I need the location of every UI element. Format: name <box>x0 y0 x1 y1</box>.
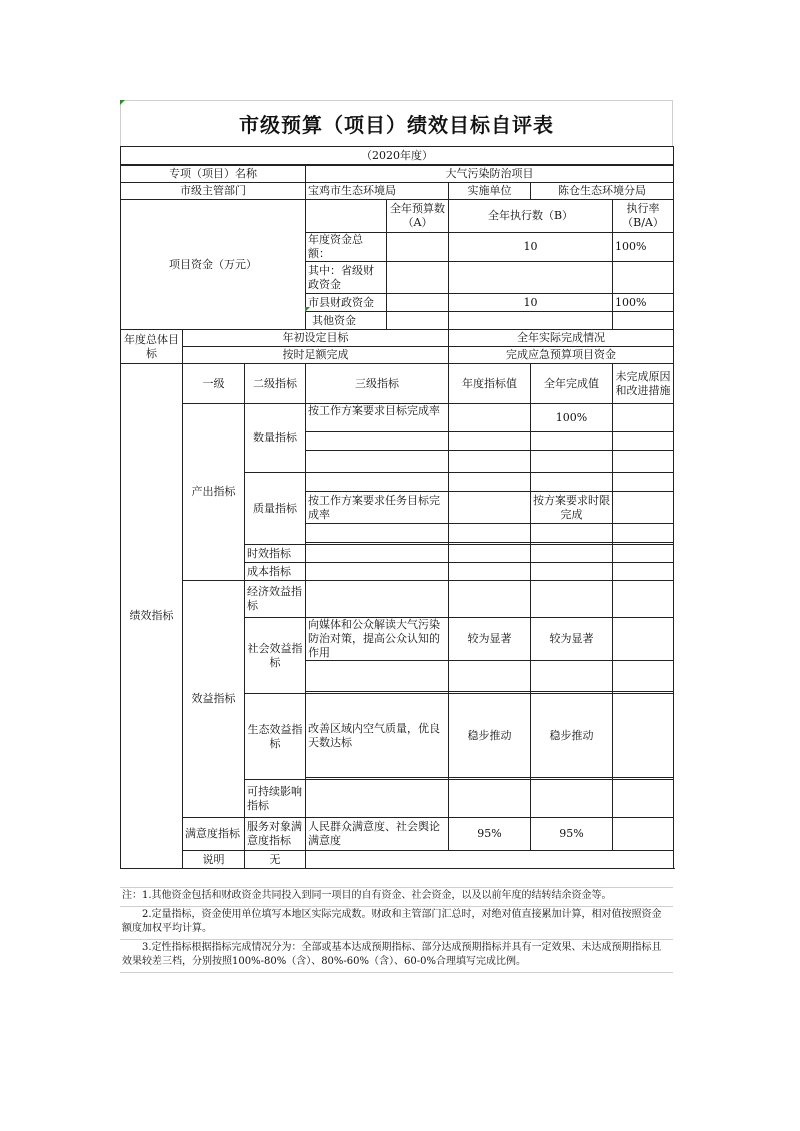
quality-indicator-label: 质量指标 <box>245 473 306 545</box>
funds-row-rate <box>613 312 674 330</box>
ecological-indicator-label: 生态效益指标 <box>245 694 306 780</box>
empty-cell <box>306 581 449 618</box>
social-indicator-label: 社会效益指标 <box>245 618 306 694</box>
header-target: 年度指标值 <box>449 364 531 404</box>
empty-cell <box>449 451 531 473</box>
quality-target <box>449 492 531 524</box>
note-3: 3.定性指标根据指标完成情况分为：全部或基本达成预期指标、部分达成预期指标并具有一定效果、未达成预期指标且效果较差三档，分别按照100%-80%（含）、80%-60%（含）、60-0%合理填写完成比例。 <box>120 940 673 973</box>
empty-cell <box>306 780 449 818</box>
empty-cell <box>449 473 531 492</box>
note-1: 注：1.其他资金包括和财政资金共同投入到同一项目的自有资金、社会资金，以及以前年度的结转结余资金等。 <box>120 888 673 907</box>
goal-planned-value: 按时足额完成 <box>183 347 449 364</box>
quality-reason <box>613 492 674 524</box>
empty-cell <box>306 432 449 451</box>
empty-cell <box>531 451 613 473</box>
page-title: 市级预算（项目）绩效目标自评表 <box>120 100 673 146</box>
service-reason <box>613 818 674 851</box>
empty-cell <box>613 581 674 618</box>
annual-goal-label: 年度总体目标 <box>121 330 183 364</box>
empty-cell <box>531 563 613 581</box>
empty-cell <box>613 524 674 543</box>
empty-cell <box>449 780 531 818</box>
empty-cell <box>449 524 531 543</box>
empty-cell <box>531 524 613 543</box>
funds-row-exec: 10 <box>449 294 613 312</box>
empty-cell <box>613 780 674 818</box>
empty-cell <box>613 545 674 563</box>
empty-cell <box>306 661 449 692</box>
quality-indicator-text: 按工作方案要求任务目标完成率 <box>306 492 449 524</box>
quantity-indicator-label: 数量指标 <box>245 404 306 473</box>
funds-row-budget <box>387 233 449 262</box>
social-reason <box>613 618 674 661</box>
empty-cell <box>306 524 449 543</box>
funds-row-exec <box>449 312 613 330</box>
empty-cell <box>306 545 449 563</box>
quantity-reason <box>613 404 674 432</box>
header-level1: 一级 <box>183 364 245 404</box>
quantity-done: 100% <box>531 404 613 432</box>
evaluation-table <box>120 165 674 869</box>
funds-row-exec: 10 <box>449 233 613 262</box>
department-label: 市级主管部门 <box>121 183 306 200</box>
year-label: （2020年度） <box>121 147 674 165</box>
funds-row-budget <box>387 294 449 312</box>
empty-cell <box>449 545 531 563</box>
empty-cell <box>531 545 613 563</box>
note-2: 2.定量指标，资金使用单位填写本地区实际完成数。财政和主管部门汇总时，对绝对值直接累加计算，相对值按照资金额度加权平均计算。 <box>120 907 673 940</box>
funds-header-blank <box>306 200 387 233</box>
evaluation-sheet <box>120 100 673 973</box>
service-satisfaction-label: 服务对象满意度指标 <box>245 818 306 851</box>
service-satisfaction-text: 人民群众满意度、社会舆论满意度 <box>306 818 449 851</box>
empty-cell <box>531 432 613 451</box>
funds-col-exec: 全年执行数（B） <box>449 200 613 233</box>
empty-cell <box>449 432 531 451</box>
goal-actual-header: 全年实际完成情况 <box>449 330 674 347</box>
empty-cell <box>449 581 531 618</box>
empty-cell <box>531 473 613 492</box>
empty-cell <box>449 661 531 692</box>
cost-indicator-label: 成本指标 <box>245 563 306 581</box>
service-done: 95% <box>531 818 613 851</box>
project-name-label: 专项（项目）名称 <box>121 166 306 183</box>
funds-row-label: 其中：省级财政资金 <box>306 262 387 294</box>
quantity-target <box>449 404 531 432</box>
quality-done: 按方案要求时限完成 <box>531 492 613 524</box>
funds-row-rate: 100% <box>613 294 674 312</box>
funds-row-rate: 100% <box>613 233 674 262</box>
cell-marker-icon <box>305 307 310 312</box>
implementing-unit-value: 陈仓生态环境分局 <box>531 183 674 200</box>
empty-cell <box>531 581 613 618</box>
satisfaction-indicator-label: 满意度指标 <box>183 818 245 851</box>
social-done: 较为显著 <box>531 618 613 661</box>
social-target: 较为显著 <box>449 618 531 661</box>
funds-row-rate <box>613 262 674 294</box>
sustainable-indicator-label: 可持续影响指标 <box>245 780 306 818</box>
empty-cell <box>531 661 613 692</box>
header-level2: 二级指标 <box>245 364 306 404</box>
funds-row-label: 其他资金 <box>306 312 387 330</box>
benefit-indicator-label: 效益指标 <box>183 581 245 818</box>
empty-cell <box>306 451 449 473</box>
performance-indicators-label: 绩效指标 <box>121 364 183 869</box>
header-done: 全年完成值 <box>531 364 613 404</box>
header-level3: 三级指标 <box>306 364 449 404</box>
funds-row-budget <box>387 312 449 330</box>
ecological-reason <box>613 694 674 778</box>
ecological-done: 稳步推动 <box>531 694 613 778</box>
empty-cell <box>306 563 449 581</box>
empty-cell <box>613 473 674 492</box>
empty-cell <box>613 451 674 473</box>
funds-row-label: 年度资金总额： <box>306 233 387 262</box>
social-indicator-text: 向媒体和公众解读大气污染防治对策，提高公众认知的作用 <box>306 618 449 661</box>
project-funds-label: 项目资金（万元） <box>121 200 306 330</box>
year-row <box>120 146 674 165</box>
goal-actual-value: 完成应急预算项目资金 <box>449 347 674 364</box>
department-value: 宝鸡市生态环境局 <box>306 183 449 200</box>
empty-cell <box>449 563 531 581</box>
empty-cell <box>306 473 449 492</box>
project-name-value: 大气污染防治项目 <box>306 166 674 183</box>
goal-planned-header: 年初设定目标 <box>183 330 449 347</box>
economic-indicator-label: 经济效益指标 <box>245 581 306 618</box>
header-reason: 未完成原因和改进措施 <box>613 364 674 404</box>
ecological-indicator-text: 改善区域内空气质量，优良天数达标 <box>306 694 449 778</box>
timeliness-indicator-label: 时效指标 <box>245 545 306 563</box>
quantity-indicator-text: 按工作方案要求目标完成率 <box>306 404 449 432</box>
notes <box>120 887 673 973</box>
funds-col-budget: 全年预算数（A） <box>387 200 449 233</box>
implementing-unit-label: 实施单位 <box>449 183 531 200</box>
empty-cell <box>613 563 674 581</box>
remark-label: 说明 <box>183 851 245 869</box>
empty-cell <box>613 432 674 451</box>
funds-row-budget <box>387 262 449 294</box>
funds-row-exec <box>449 262 613 294</box>
empty-cell <box>531 780 613 818</box>
ecological-target: 稳步推动 <box>449 694 531 778</box>
funds-row-label: 市县财政资金 <box>306 294 387 312</box>
funds-col-rate: 执行率（B/A） <box>613 200 674 233</box>
cell-marker-icon <box>120 100 125 105</box>
service-target: 95% <box>449 818 531 851</box>
remark-blank <box>306 851 674 869</box>
empty-cell <box>613 661 674 692</box>
output-indicator-label: 产出指标 <box>183 404 245 581</box>
remark-value: 无 <box>245 851 306 869</box>
